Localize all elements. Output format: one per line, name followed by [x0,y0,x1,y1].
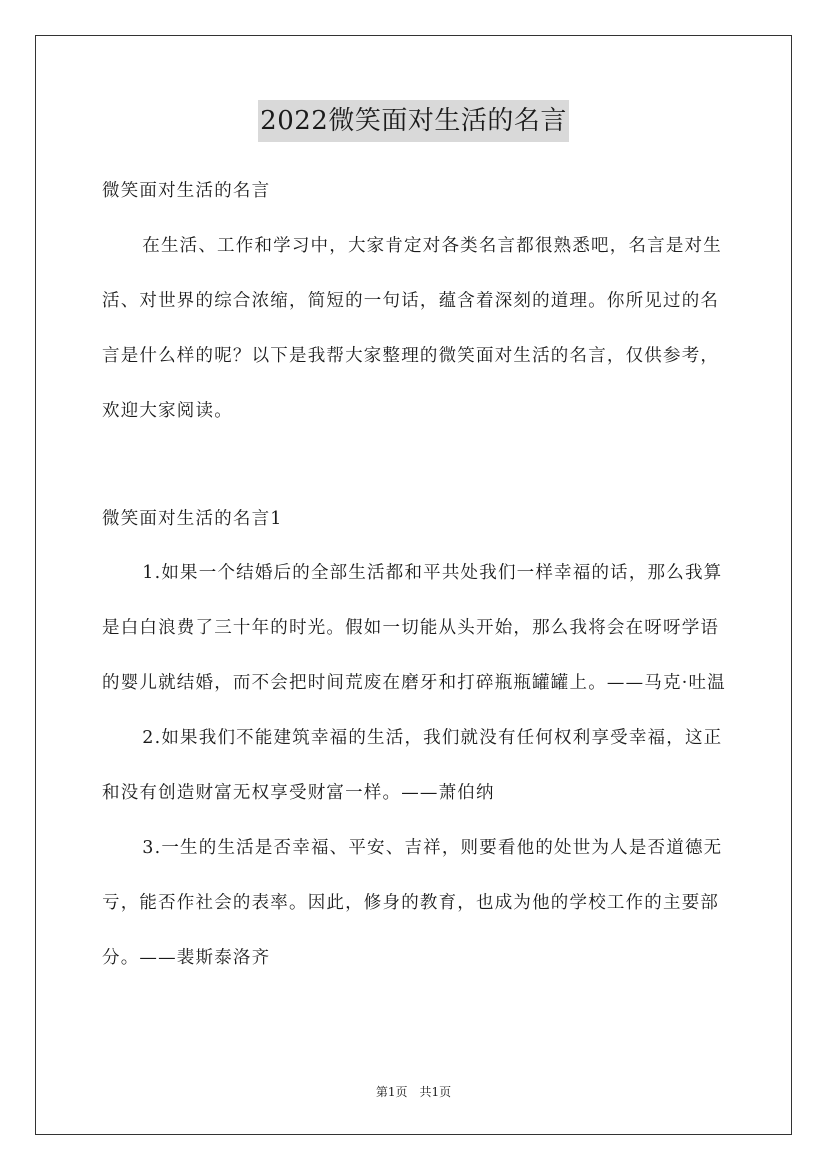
quotes-block [102,546,732,986]
subtitle-text: 微笑面对生活的名言 [102,181,271,201]
intro-paragraph: 在生活、工作和学习中，大家肯定对各类名言都很熟悉吧，名言是对生活、对世界的综合浓缩，简短的一句话，蕴含着深刻的道理。你所见过的名言是什么样的呢？以下是我帮大家整理的微笑面对生活的名言，仅供参考，欢迎大家阅读。 [102,236,722,421]
title-container [0,100,827,142]
quote-2: 2.如果我们不能建筑幸福的生活，我们就没有任何权利享受幸福，这正和没有创造财富无权享受财富一样。——萧伯纳 [102,728,723,803]
page-footer [0,1083,827,1101]
document-subtitle [102,164,732,219]
section-heading: 微笑面对生活的名言1 [102,509,283,529]
intro-block [102,219,732,439]
quote-1: 1.如果一个结婚后的全部生活都和平共处我们一样幸福的话，那么我算是白白浪费了三十年的时光。假如一切能从头开始，那么我将会在呀呀学语的婴儿就结婚，而不会把时间荒废在磨牙和打碎瓶瓶罐罐上。——马克·吐温 [102,563,726,693]
quote-3: 3.一生的生活是否幸福、平安、吉祥，则要看他的处世为人是否道德无亏，能否作社会的表率。因此，修身的教育，也成为他的学校工作的主要部分。——裴斯泰洛齐 [102,838,723,968]
section-heading-block [102,492,732,547]
document-title: 2022微笑面对生活的名言 [258,100,569,142]
page-number: 第1页 共1页 [375,1085,452,1099]
